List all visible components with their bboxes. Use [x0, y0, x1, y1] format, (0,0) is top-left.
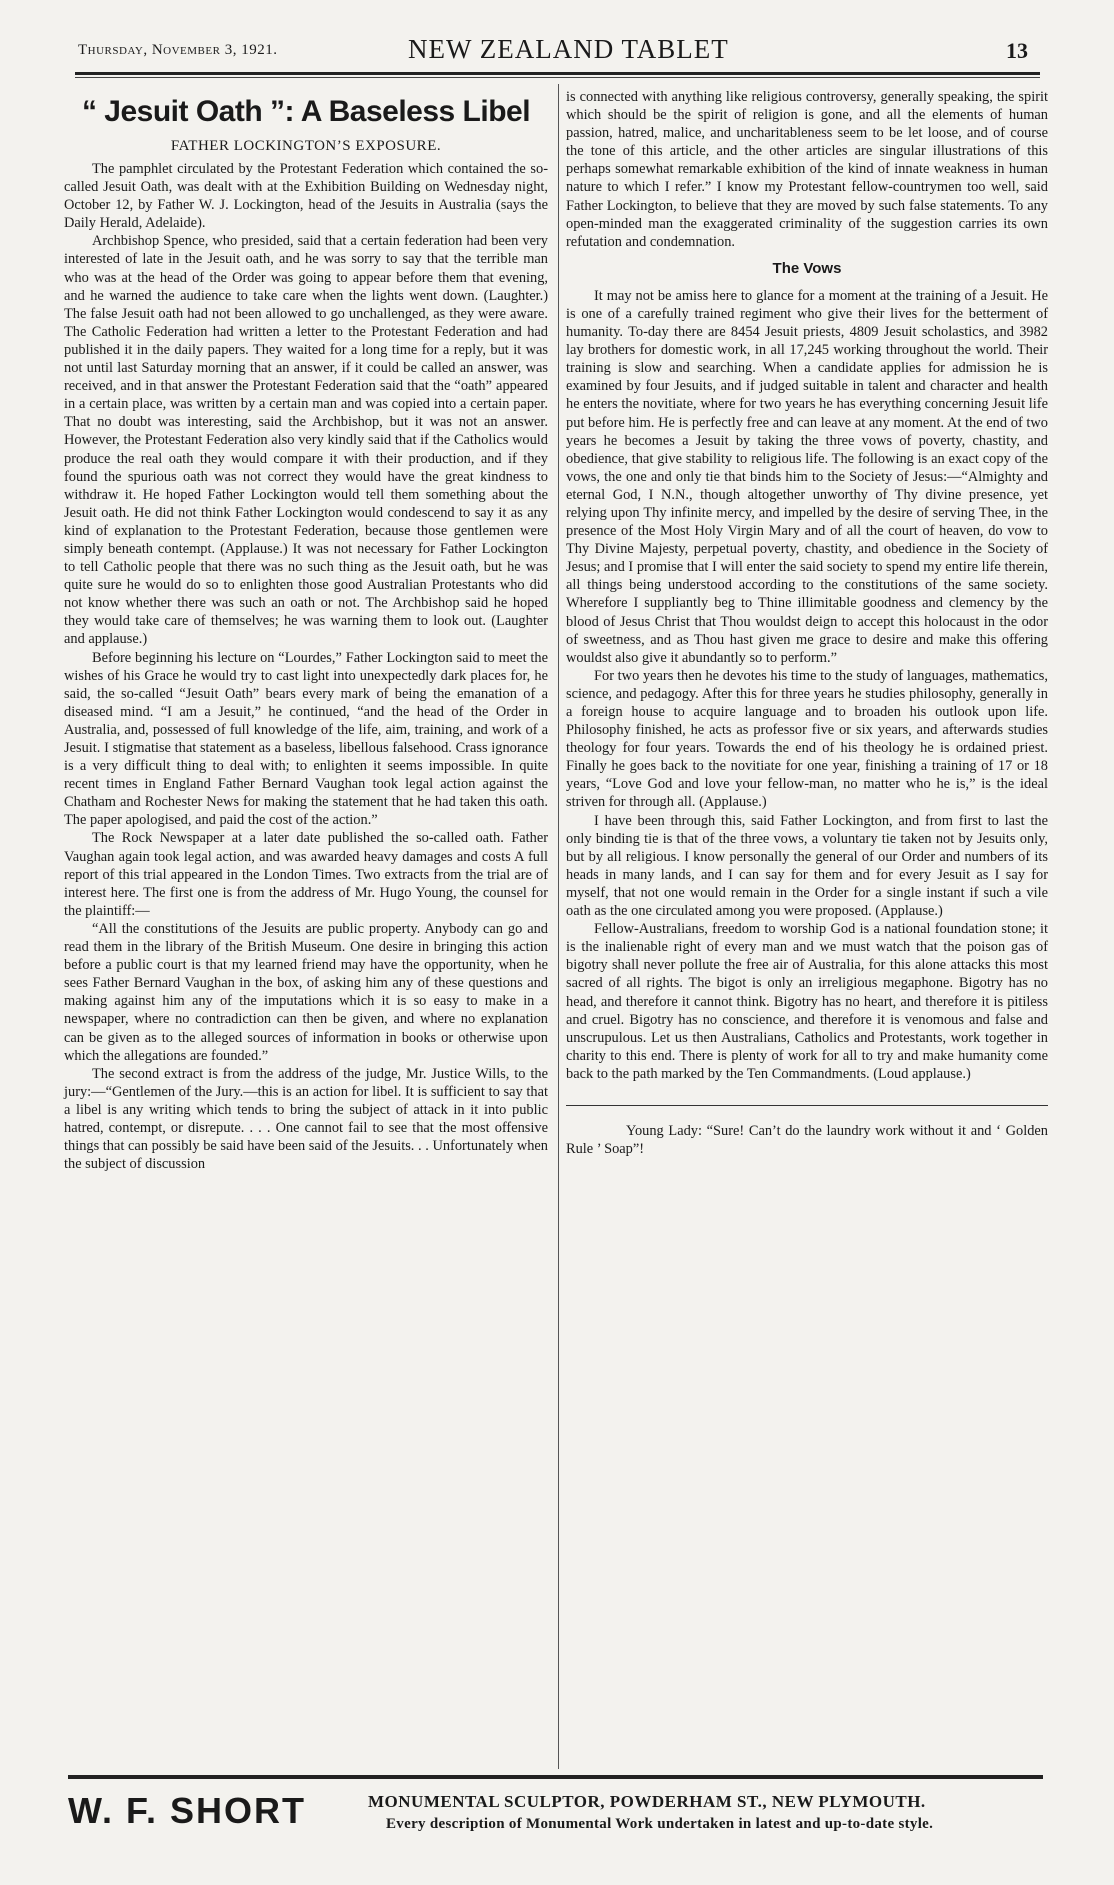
article-subhead: FATHER LOCKINGTON’S EXPOSURE. [170, 138, 442, 154]
running-head [78, 30, 1028, 70]
advert-line-2: Every description of Monumental Work undertaken in latest and up-to-date style. [386, 1816, 934, 1832]
section-heading-vows: The Vows [772, 259, 842, 277]
filler-joke: Young Lady: “Sure! Can’t do the laundry work without it and ‘ Golden Rule ’ Soap”! [566, 1122, 1048, 1158]
article-headline: “ Jesuit Oath ”: A Baseless Libel [81, 95, 531, 128]
paragraph: I have been through this, said Father Lockington, and from first to last the only binding tie is that of the three vows, a voluntary tie taken not by Jesuits only, but by all religious. I know personally the general of our Order and numbers of its heads in many lands, and I can say for them and for every Jesuit as I say for myself, that not one would remain in the Order for a single instant if such a vile oath as the one circulated among you were proposed. (Applause.) [566, 812, 1048, 920]
advert-line-1: MONUMENTAL SCULPTOR, POWDERHAM ST., NEW PLYMOUTH. [368, 1792, 926, 1811]
separator-rule [566, 1105, 1048, 1106]
right-column [566, 88, 1048, 1158]
paragraph: The second extract is from the address of the judge, Mr. Justice Wills, to the jury:—“Gentlemen of the Jury.—this is an action for libel. It is sufficient to say that a libel is any writing which tends to bring the subject of attack in it into public hatred, contempt, or disrepute. . . . One cannot fail to see that the most offensive things that can possibly be said have been said of the Jesuits. . . Unfortunately when the subject of discussion [64, 1065, 548, 1173]
paragraph: For two years then he devotes his time to the study of languages, mathematics, science, and pedagogy. After this for three years he studies philosophy, generally in a foreign house to acquire language and to broaden his outlook upon life. Philosophy finished, he acts as professor five or six years, and afterwards studies theology for four years. Towards the end of his theology he is ordained priest. Finally he goes back to the novitiate for one year, finishing a training of 17 or 18 years, “Love God and love your fellow-man, no matter who he is,” is the ideal striven for through all. (Applause.) [566, 667, 1048, 811]
quoted-paragraph: “All the constitutions of the Jesuits are public property. Anybody can go and read them in the library of the British Museum. One desire in bringing this action before a public court is that my learned friend may have the opportunity, when he sees Father Bernard Vaughan in the box, of asking him any of these questions and making against him any of the imputations which it is so easy to make in a newspaper, where no contradiction can then be given, and where no explanation can be given as to the alleged sources of information in books or otherwise upon which the allegations are founded.” [64, 920, 548, 1064]
advertisement [68, 1786, 1043, 1846]
paragraph: Fellow-Australians, freedom to worship God is a national foundation stone; it is the inalienable right of every man and we must watch that the poison gas of bigotry shall never pollute the free air of Australia, for this alone attacks this most sacred of all rights. The bigot is only an irreligious megaphone. Bigotry has no head, and therefore it cannot think. Bigotry has no heart, and therefore it is pitiless and cruel. Bigotry has no conscience, and therefore it is venomous and false and unscrupulous. Let us then Australians, Catholics and Protestants, work together in charity to this end. There is plenty of work for all to try and make humanity come back to the path marked by the Ten Commandments. (Loud applause.) [566, 921, 1048, 1082]
advertiser-name: W. F. SHORT [68, 1790, 306, 1831]
left-column [64, 94, 548, 1173]
page-number: 13 [1006, 38, 1028, 63]
issue-date: Thursday, November 3, 1921. [78, 42, 278, 58]
header-rule [75, 72, 1040, 75]
paragraph: Before beginning his lecture on “Lourdes,” Father Lockington said to meet the wishes of his Grace he would try to cast light into unexpectedly dark places for, he said, the so-called “Jesuit Oath” bears every mark of being the emanation of a diseased mind. “I am a Jesuit,” he continued, “and the head of the Order in Australia, and, possessed of full knowledge of the life, aim, training, and work of a Jesuit. I stigmatise that statement as a baseless, libellous falsehood. Crass ignorance is a very difficult thing to deal with; to enlighten it seems impossible. In quite recent times in England Father Bernard Vaughan took legal action against the Chatham and Rochester News for making the statement that he had taken this oath. The paper apologised, and paid the cost of the action.” [64, 649, 548, 829]
footer-rule [68, 1775, 1043, 1779]
paragraph-continued: is connected with anything like religious controversy, generally speaking, the spirit which should be the spirit of religion is gone, and all the elements of human passion, hatred, malice, and uncharitableness seem to be let loose, and of course the tone of this article, and the other articles are singular illustrations of this perhaps somewhat remarkable exhibition of the kind of innate weakness in human nature to which I refer.” I know my Protestant fellow-countrymen too well, said Father Lockington, to believe that they are moved by such false statements. To any open-minded man the exaggerated criminality of the suggestion carries its own refutation and condemnation. [566, 89, 1048, 250]
header-rule-thin [75, 77, 1040, 78]
column-divider [558, 84, 559, 1769]
paragraph: The Rock Newspaper at a later date published the so-called oath. Father Vaughan again took legal action, and was awarded heavy damages and costs A full report of this trial appeared in the London Times. Two extracts from the trial are of interest here. The first one is from the address of Mr. Hugo Young, the counsel for the plaintiff:— [64, 830, 548, 919]
paragraph: Archbishop Spence, who presided, said that a certain federation had been very interested of late in the Jesuit oath, and he was sorry to say that the terrible man who was at the head of the Order was going to appear before them that evening, and he warned the audience to take care when the lights went down. (Laughter.) The false Jesuit oath had not been allowed to go unchallenged, as they were aware. The Catholic Federation had written a letter to the Protestant Federation and had published it in the daily papers. They waited for a long time for a reply, but it was not until last Saturday morning that an answer, if it could be called an answer, was received, and in that answer the Protestant Federation said that the “oath” appeared in a certain place, was written by a certain man and was copied into a certain paper. That no doubt was interesting, said the Archbishop, but it was not an answer. However, the Protestant Federation also very kindly said that if the Catholics would produce the real oath they would compare it with their production, and if they found the spurious oath was not correct they would have the great kindness to withdraw it. He hoped Father Lockington would tell them something about the Jesuit oath. He did not think Father Lockington would condescend to say it as any kind of explanation to the Protestant Federation, because those gentlemen were simply beneath contempt. (Applause.) It was not necessary for Father Lockington to tell Catholic people that there was no such thing as the Jesuit oath, but he was quite sure he would do so to enlighten those good Australian Protestants who did not know whether there was such an oath or not. The Archbishop said he hoped they would take care of themselves; he was warning them to look out. (Laughter and applause.) [64, 233, 548, 648]
publication-title: NEW ZEALAND TABLET [408, 34, 729, 64]
paragraph: The pamphlet circulated by the Protestant Federation which contained the so-called Jesuit Oath, was dealt with at the Exhibition Building on Wednesday night, October 12, by Father W. J. Lockington, head of the Jesuits in Australia (says the Daily Herald, Adelaide). [64, 161, 548, 232]
paragraph: It may not be amiss here to glance for a moment at the training of a Jesuit. He is one of a carefully trained regiment who give their lives for the betterment of humanity. To-day there are 8454 Jesuit priests, 4809 Jesuit scholastics, and 3982 lay brothers for domestic work, in all 17,245 working throughout the world. Their training is slow and searching. When a candidate applies for admission he is examined by four Jesuits, and if judged suitable in talent and character and health he enters the novitiate, where for two years he has everything concerning Jesuit life put before him. He is perfectly free and can leave at any moment. At the end of two years he becomes a Jesuit by taking the three vows of poverty, chastity, and obedience, that give stability to religious life. The following is an exact copy of the vows, the one and only tie that binds him to the Society of Jesus:—“Almighty and eternal God, I N.N., though altogether unworthy of Thy divine presence, yet relying upon Thy infinite mercy, and impelled by the desire of serving Thee, in the presence of the Most Holy Virgin Mary and of all the court of heaven, do vow to Thy Divine Majesty, perpetual poverty, chastity, and obedience in the Society of Jesus; and I promise that I will enter the said society to spend my entire life therein, all things being understood according to the constitutions of the same society. Wherefore I suppliantly beg to Thine illimitable goodness and clemency by the blood of Jesus Christ that Thou wouldst deign to accept this holocaust in the odor of sweetness, and as Thou hast given me grace to desire and make this offering wouldst also give it abundantly so to perform.” [566, 287, 1048, 666]
